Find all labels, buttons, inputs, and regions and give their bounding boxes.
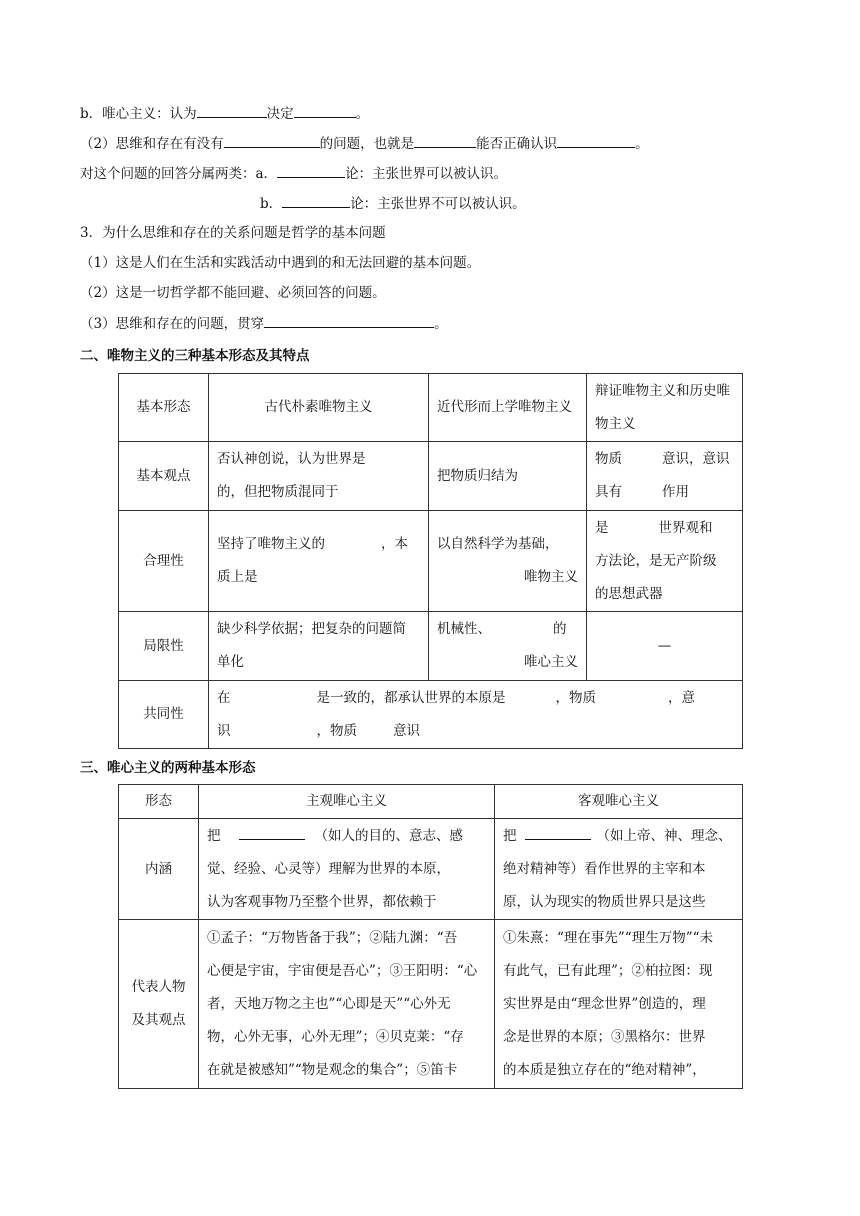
table-row [119, 819, 743, 920]
table-row [119, 920, 743, 1089]
row-label-rationality: 合理性 [119, 511, 209, 612]
line-answer-b: b． 论：主张世界不可以被认识。 [260, 193, 526, 214]
row-label-limitation: 局限性 [119, 612, 209, 681]
blank [282, 193, 350, 208]
line-idealism-b: b．唯心主义：认为 决定 。 [80, 103, 369, 124]
table-cell: 缺少科学依据；把复杂的问题简 单化 [209, 612, 429, 681]
blank [239, 825, 305, 840]
table-cell: 坚持了唯物主义的 ，本 质上是 [209, 511, 429, 612]
table-cell: 机械性、 的 唯心主义 [429, 612, 587, 681]
blank [294, 103, 356, 118]
header-metaphysical-materialism: 近代形而上学唯物主义 [429, 374, 587, 442]
question-3-item-2: （2）这是一切哲学都不能回避、必须回答的问题。 [80, 285, 386, 301]
table-cell: 把 （如人的目的、意志、感 觉、经验、心灵等）理解为世界的本原， 认为客观事物乃至整个世界，都依赖于 [199, 819, 495, 920]
blank [525, 825, 591, 840]
table-cell: 是 世界观和 方法论，是无产阶级 的思想武器 [587, 511, 743, 612]
row-label-representatives: 代表人物 及其观点 [119, 920, 199, 1089]
idealism-table [118, 784, 743, 1089]
header-ancient-materialism: 古代朴素唯物主义 [209, 374, 429, 442]
table-cell: 把物质归结为 [429, 442, 587, 511]
row-label-meaning: 内涵 [119, 819, 199, 920]
table-cell: 把 （如上帝、神、理念、 绝对精神等）看作世界的主宰和本 原，认为现实的物质世界只是这些 [495, 819, 743, 920]
table-row [119, 681, 743, 749]
header-form: 形态 [119, 785, 199, 819]
table-row [119, 612, 743, 681]
blank [277, 163, 345, 178]
blank [197, 103, 267, 118]
question-3-item-1: （1）这是人们在生活和实践活动中遇到的和无法回避的基本问题。 [80, 255, 481, 271]
materialism-table [118, 373, 743, 749]
question-3-item-3: （3）思维和存在的问题，贯穿 。 [80, 313, 448, 334]
header-basic-form: 基本形态 [119, 374, 209, 442]
table-header-row [119, 785, 743, 819]
section-2-heading: 二、唯物主义的三种基本形态及其特点 [80, 348, 310, 364]
table-cell: 以自然科学为基础， 唯物主义 [429, 511, 587, 612]
blank [414, 133, 476, 148]
table-cell: 物质 意识，意识 具有 作用 [587, 442, 743, 511]
table-cell: — [587, 612, 743, 681]
blank [264, 313, 434, 328]
table-cell: ①孟子：“万物皆备于我”；②陆九渊：“吾 心便是宇宙，宇宙便是吾心”；③王阳明：“心 者，天地万物之主也”“心即是天”“心外无 物，心外无事，心外无理”；④贝克莱：“存 在就是被感知”“物是观念的集合”；⑤笛卡 [199, 920, 495, 1089]
section-3-heading: 三、唯心主义的两种基本形态 [80, 760, 256, 776]
question-3: 3．为什么思维和存在的关系问题是哲学的基本问题 [80, 225, 386, 241]
table-header-row [119, 374, 743, 442]
row-label-basic-view: 基本观点 [119, 442, 209, 511]
table-row [119, 442, 743, 511]
table-cell: 否认神创说，认为世界是 的，但把物质混同于 [209, 442, 429, 511]
line-answer-a: 对这个问题的回答分属两类：a． 论：主张世界可以被认识。 [80, 163, 507, 184]
blank [557, 133, 635, 148]
blank [224, 133, 320, 148]
table-cell: 在 是一致的，都承认世界的本原是 ，物质 ，意 识 ，物质 意识 [209, 681, 743, 749]
header-objective-idealism: 客观唯心主义 [495, 785, 743, 819]
table-cell: ①朱熹：“理在事先”“理生万物”“未 有此气，已有此理”；②柏拉图：现 实世界是由“理念世界”创造的，理 念是世界的本原；③黑格尔：世界 的本质是独立存在的“绝对精神”， [495, 920, 743, 1089]
line-question-2: （2）思维和存在有没有 的问题，也就是 能否正确认识 。 [80, 133, 649, 154]
header-subjective-idealism: 主观唯心主义 [199, 785, 495, 819]
table-row [119, 511, 743, 612]
row-label-commonality: 共同性 [119, 681, 209, 749]
header-dialectical-materialism: 辩证唯物主义和历史唯物主义 [587, 374, 743, 442]
